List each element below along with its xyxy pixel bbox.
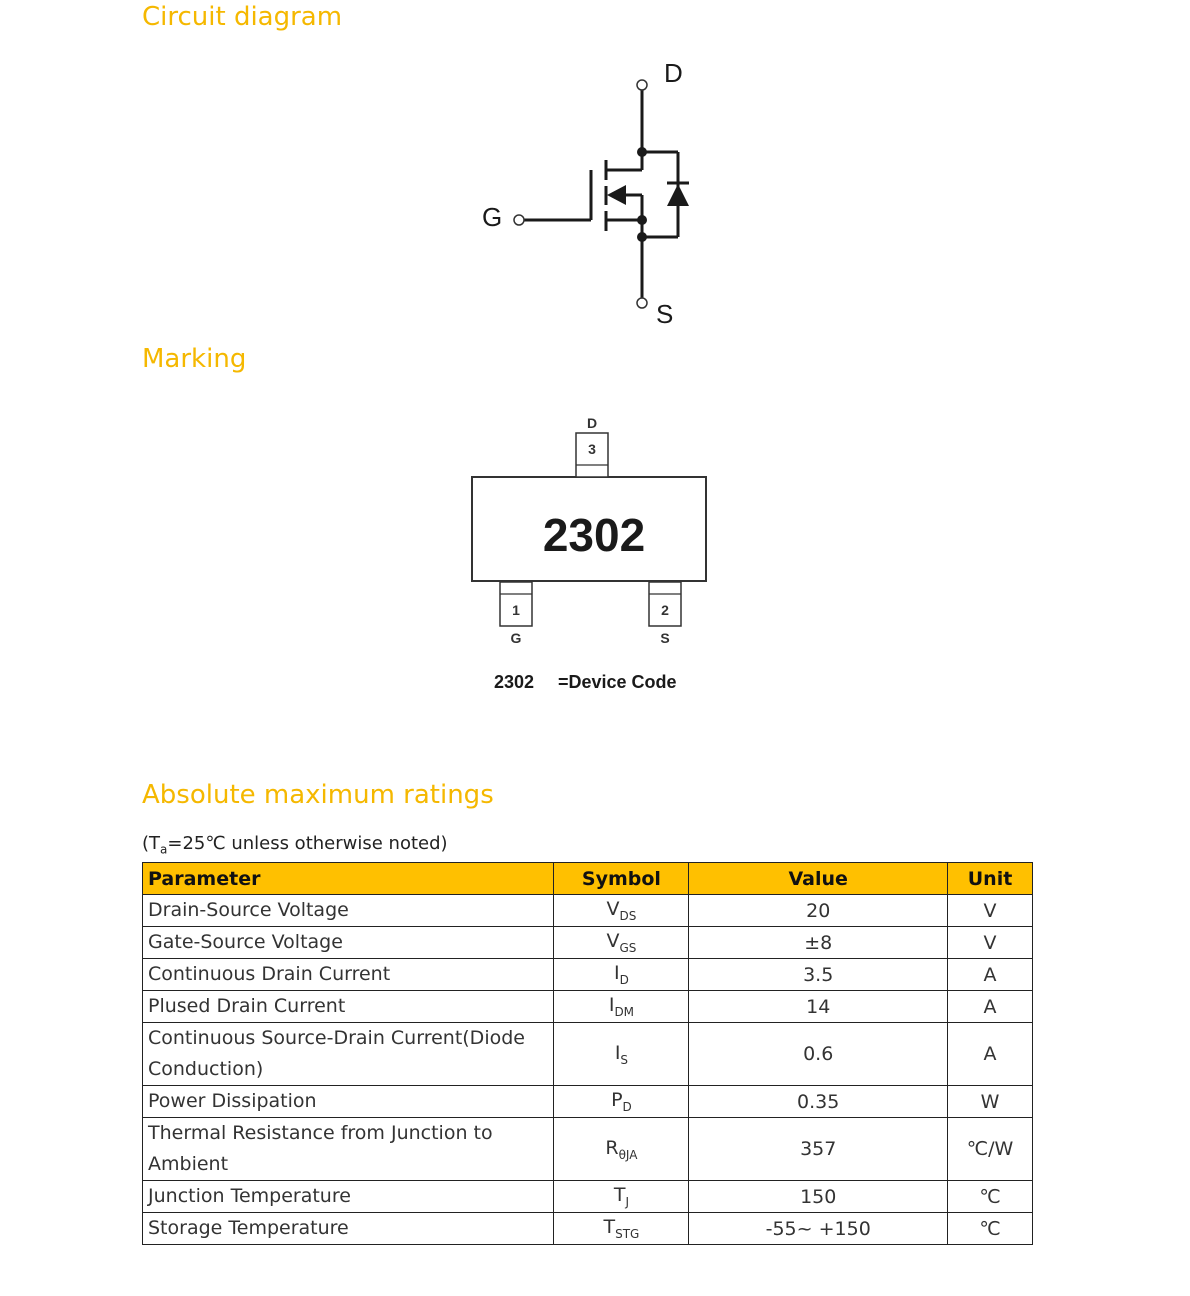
- symbol-cell: $I_{DM}$: [554, 991, 689, 1023]
- section-title-marking: Marking: [142, 344, 247, 374]
- unit-cell: W: [948, 1086, 1033, 1118]
- symbol-cell: $I_D$: [554, 959, 689, 991]
- symbol-cell: $I_S$: [554, 1023, 689, 1086]
- value-cell: 20: [689, 895, 948, 927]
- section-title-ratings: Absolute maximum ratings: [142, 780, 494, 810]
- legend-text: =Device Code: [558, 672, 677, 692]
- header-unit: Unit: [948, 863, 1033, 895]
- pin2-label: S: [660, 630, 670, 646]
- header-value: Value: [689, 863, 948, 895]
- conditions-note: ($T_a=25℃$ unless otherwise noted): [142, 833, 448, 857]
- value-cell: 3.5: [689, 959, 948, 991]
- param-cell: Storage Temperature: [143, 1213, 554, 1245]
- table-row: [143, 895, 1033, 927]
- symbol-cell: $V_{DS}$: [554, 895, 689, 927]
- section-title-circuit: Circuit diagram: [142, 2, 343, 32]
- value-cell: 150: [689, 1181, 948, 1213]
- table-row: [143, 1181, 1033, 1213]
- value-cell: -55~ +150: [689, 1213, 948, 1245]
- pin2-number: 2: [661, 602, 669, 618]
- unit-cell: ℃: [948, 1181, 1033, 1213]
- param-cell: Junction Temperature: [143, 1181, 554, 1213]
- drain-label: D: [664, 58, 683, 88]
- unit-cell: V: [948, 895, 1033, 927]
- param-cell: Plused Drain Current: [143, 991, 554, 1023]
- table-row: [143, 991, 1033, 1023]
- gate-label: G: [482, 202, 503, 232]
- param-cell: Drain-Source Voltage: [143, 895, 554, 927]
- unit-cell: A: [948, 991, 1033, 1023]
- value-cell: 0.35: [689, 1086, 948, 1118]
- pin1-number: 1: [512, 602, 520, 618]
- header-parameter: Parameter: [143, 863, 554, 895]
- symbol-cell: $T_{STG}$: [554, 1213, 689, 1245]
- symbol-cell: $V_{GS}$: [554, 927, 689, 959]
- value-cell: 14: [689, 991, 948, 1023]
- unit-cell: ℃: [948, 1213, 1033, 1245]
- legend-code: 2302: [494, 672, 535, 692]
- marking-diagram: [465, 410, 715, 700]
- unit-cell: A: [948, 1023, 1033, 1086]
- unit-cell: V: [948, 927, 1033, 959]
- table-row: [143, 1023, 1033, 1086]
- param-cell: Gate-Source Voltage: [143, 927, 554, 959]
- table-row: [143, 1086, 1033, 1118]
- param-cell: Thermal Resistance from Junction to Ambient: [143, 1118, 554, 1181]
- value-cell: 0.6: [689, 1023, 948, 1086]
- device-code: 2302: [542, 509, 646, 561]
- symbol-cell: $P_D$: [554, 1086, 689, 1118]
- pin1-label: G: [510, 630, 522, 646]
- pin3-label: D: [586, 415, 598, 431]
- table-header-row: [143, 863, 1033, 895]
- source-label: S: [656, 299, 674, 329]
- table-row: [143, 927, 1033, 959]
- unit-cell: A: [948, 959, 1033, 991]
- table-row: [143, 1118, 1033, 1181]
- ratings-table: [142, 862, 1033, 1245]
- table-row: [143, 1213, 1033, 1245]
- value-cell: ±8: [689, 927, 948, 959]
- symbol-cell: $T_J$: [554, 1181, 689, 1213]
- pin3-number: 3: [588, 441, 596, 457]
- symbol-cell: $R_{\theta JA}$: [554, 1118, 689, 1181]
- header-symbol: Symbol: [554, 863, 689, 895]
- circuit-diagram: [470, 55, 710, 335]
- param-cell: Continuous Drain Current: [143, 959, 554, 991]
- param-cell: Power Dissipation: [143, 1086, 554, 1118]
- unit-cell: ℃/W: [948, 1118, 1033, 1181]
- body-arrow-icon: [607, 185, 626, 205]
- param-cell: Continuous Source-Drain Current(Diode Conduction): [143, 1023, 554, 1086]
- diode-icon: [667, 184, 689, 206]
- value-cell: 357: [689, 1118, 948, 1181]
- table-row: [143, 959, 1033, 991]
